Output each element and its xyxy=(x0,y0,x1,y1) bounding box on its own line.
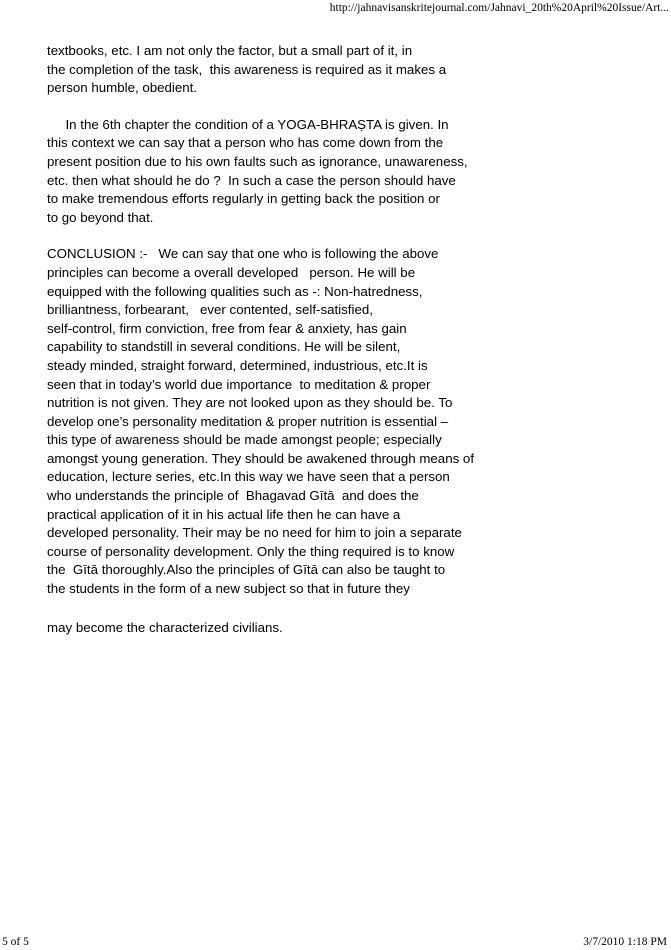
paragraph-final xyxy=(47,619,517,638)
paragraph-2 xyxy=(47,116,517,228)
text-line: present position due to his own faults such as ignorance, unawareness, xyxy=(47,153,468,169)
footer-page-number: 5 of 5 xyxy=(2,936,29,948)
footer-datetime: 3/7/2010 1:18 PM xyxy=(583,936,667,948)
paragraph-gap xyxy=(47,227,517,245)
text-line: brilliantness, forbearant, ever contented, self-satisfied, xyxy=(47,302,373,318)
text-line: seen that in today’s world due importance to meditation & proper xyxy=(47,376,431,392)
paragraph-gap xyxy=(47,599,517,619)
paragraph-conclusion xyxy=(47,245,517,598)
text-line: In the 6th chapter the condition of a YOGA-BHRAṢTA is given. In xyxy=(47,116,449,132)
text-line: the students in the form of a new subject so that in future they xyxy=(47,581,410,597)
header-url: http://jahnavisanskritejournal.com/Jahnavi_20th%20April%20Issue/Art... xyxy=(329,2,669,14)
text-line: to make tremendous efforts regularly in getting back the position or xyxy=(47,191,440,207)
text-line: the completion of the task, this awareness is required as it makes a xyxy=(47,61,447,77)
text-line: principles can become a overall developed person. He will be xyxy=(47,264,416,280)
paragraph-1 xyxy=(47,42,517,98)
text-line: CONCLUSION :- We can say that one who is following the above xyxy=(47,246,439,262)
text-line: nutrition is not given. They are not looked upon as they should be. To xyxy=(47,395,453,411)
text-line: etc. then what should he do ? In such a case the person should have xyxy=(47,172,456,188)
text-line: practical application of it in his actual life then he can have a xyxy=(47,506,401,522)
text-line: steady minded, straight forward, determined, industrious, etc.It is xyxy=(47,357,428,373)
text-line: this context we can say that a person who has come down from the xyxy=(47,135,444,151)
text-line: self-control, firm conviction, free from fear & anxiety, has gain xyxy=(47,320,407,336)
paragraph-gap xyxy=(47,98,517,116)
text-line: person humble, obedient. xyxy=(47,80,198,96)
text-line: this type of awareness should be made amongst people; especially xyxy=(47,432,442,448)
text-line: may become the characterized civilians. xyxy=(47,619,283,635)
document-body xyxy=(47,42,517,637)
text-line: textbooks, etc. I am not only the factor, but a small part of it, in xyxy=(47,43,413,58)
text-line: developed personality. Their may be no need for him to join a separate xyxy=(47,525,462,541)
text-line: who understands the principle of Bhagavad Gītā and does the xyxy=(47,488,419,504)
text-line: amongst young generation. They should be awakened through means of xyxy=(47,450,475,466)
text-line: to go beyond that. xyxy=(47,209,154,225)
text-line: capability to standstill in several conditions. He will be silent, xyxy=(47,339,401,355)
text-line: the Gītā thoroughly.Also the principles of Gītā can also be taught to xyxy=(47,562,446,578)
text-line: education, lecture series, etc.In this way we have seen that a person xyxy=(47,469,450,485)
text-line: course of personality development. Only the thing required is to know xyxy=(47,543,455,559)
text-line: develop one’s personality meditation & proper nutrition is essential – xyxy=(47,413,449,429)
text-line: equipped with the following qualities such as -: Non-hatredness, xyxy=(47,283,423,299)
